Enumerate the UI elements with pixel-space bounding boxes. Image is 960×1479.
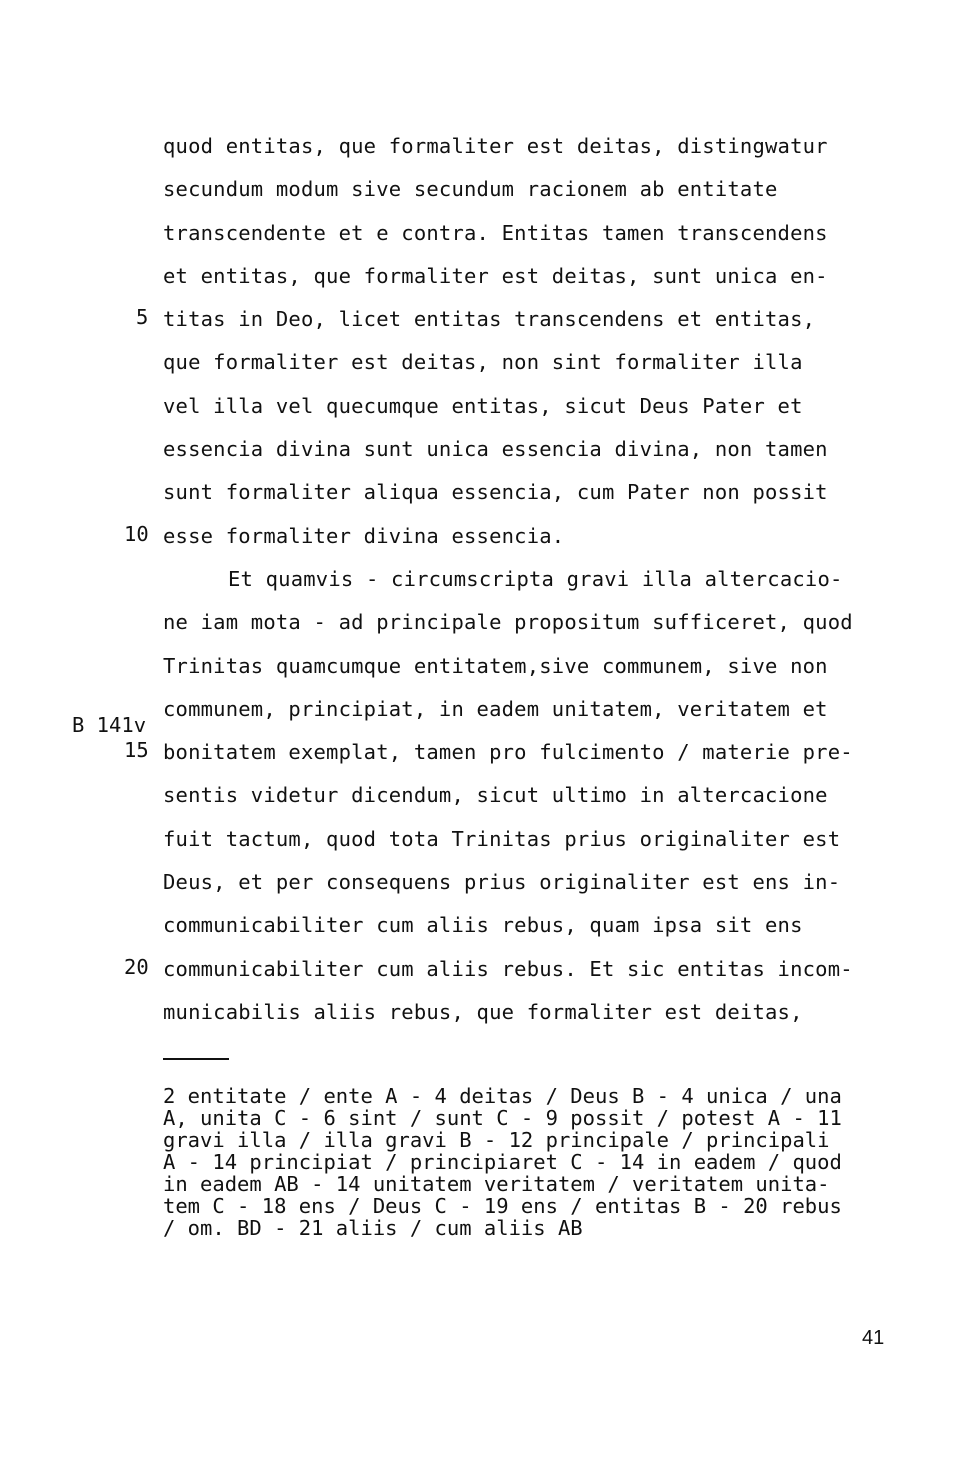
text-line-7: vel illa vel quecumque entitas, sicut Deus Pater et — [163, 393, 803, 418]
text-line-16: sentis videtur dicendum, sicut ultimo in altercacione — [163, 783, 828, 808]
text-line-20: communicabiliter cum aliis rebus. Et sic entitas incom- — [163, 956, 853, 981]
folio-reference: B 141v — [72, 713, 147, 737]
text-line-2: secundum modum sive secundum racionem ab entitate — [163, 177, 778, 202]
footnote-line-2: A, unita C - 6 sint / sunt C - 9 possit / potest A - 11 — [163, 1106, 842, 1130]
footnote-line-7: / om. BD - 21 aliis / cum aliis AB — [163, 1216, 583, 1240]
page-number: 41 — [862, 1327, 885, 1349]
footnote-line-4: A - 14 principiat / principiaret C - 14 in eadem / quod — [163, 1150, 842, 1174]
text-line-9: sunt formaliter aliqua essencia, cum Pater non possit — [163, 480, 828, 505]
text-line-6: que formaliter est deitas, non sint formaliter illa — [163, 350, 803, 375]
text-line-19: communicabiliter cum aliis rebus, quam ipsa sit ens — [163, 913, 803, 938]
line-number-20: 20 — [124, 955, 149, 979]
line-number-10: 10 — [124, 522, 149, 546]
footnote-line-1: 2 entitate / ente A - 4 deitas / Deus B - 4 unica / una — [163, 1084, 842, 1108]
main-text-block — [163, 125, 903, 1034]
footnote-line-5: in eadem AB - 14 unitatem veritatem / veritatem unita- — [163, 1172, 830, 1196]
footnote-line-3: gravi illa / illa gravi B - 12 principale / principali — [163, 1128, 830, 1152]
critical-apparatus — [163, 1085, 903, 1239]
text-line-11: Et quamvis - circumscripta gravi illa altercacio- — [228, 566, 843, 591]
text-line-18: Deus, et per consequens prius originaliter est ens in- — [163, 870, 841, 895]
text-line-15: bonitatem exemplat, tamen pro fulcimento / materie pre- — [163, 740, 853, 765]
footnote-separator — [163, 1058, 229, 1060]
text-line-1: quod entitas, que formaliter est deitas, distingwatur — [163, 134, 828, 158]
line-number-5: 5 — [136, 305, 149, 329]
text-line-5: titas in Deo, licet entitas transcendens et entitas, — [163, 307, 816, 332]
text-line-8: essencia divina sunt unica essencia divina, non tamen — [163, 437, 828, 462]
text-line-17: fuit tactum, quod tota Trinitas prius originaliter est — [163, 826, 841, 851]
text-line-13: Trinitas quamcumque entitatem,sive communem, sive non — [163, 653, 828, 678]
text-line-4: et entitas, que formaliter est deitas, sunt unica en- — [163, 263, 828, 288]
text-line-3: transcendente et e contra. Entitas tamen transcendens — [163, 220, 828, 245]
footnote-line-6: tem C - 18 ens / Deus C - 19 ens / entitas B - 20 rebus — [163, 1194, 842, 1218]
text-line-10: esse formaliter divina essencia. — [163, 523, 565, 548]
line-number-15: 15 — [124, 738, 149, 762]
text-line-14: communem, principiat, in eadem unitatem, veritatem et — [163, 696, 828, 721]
text-line-12: ne iam mota - ad principale propositum sufficeret, quod — [163, 610, 853, 635]
text-line-21: municabilis aliis rebus, que formaliter est deitas, — [163, 999, 803, 1024]
